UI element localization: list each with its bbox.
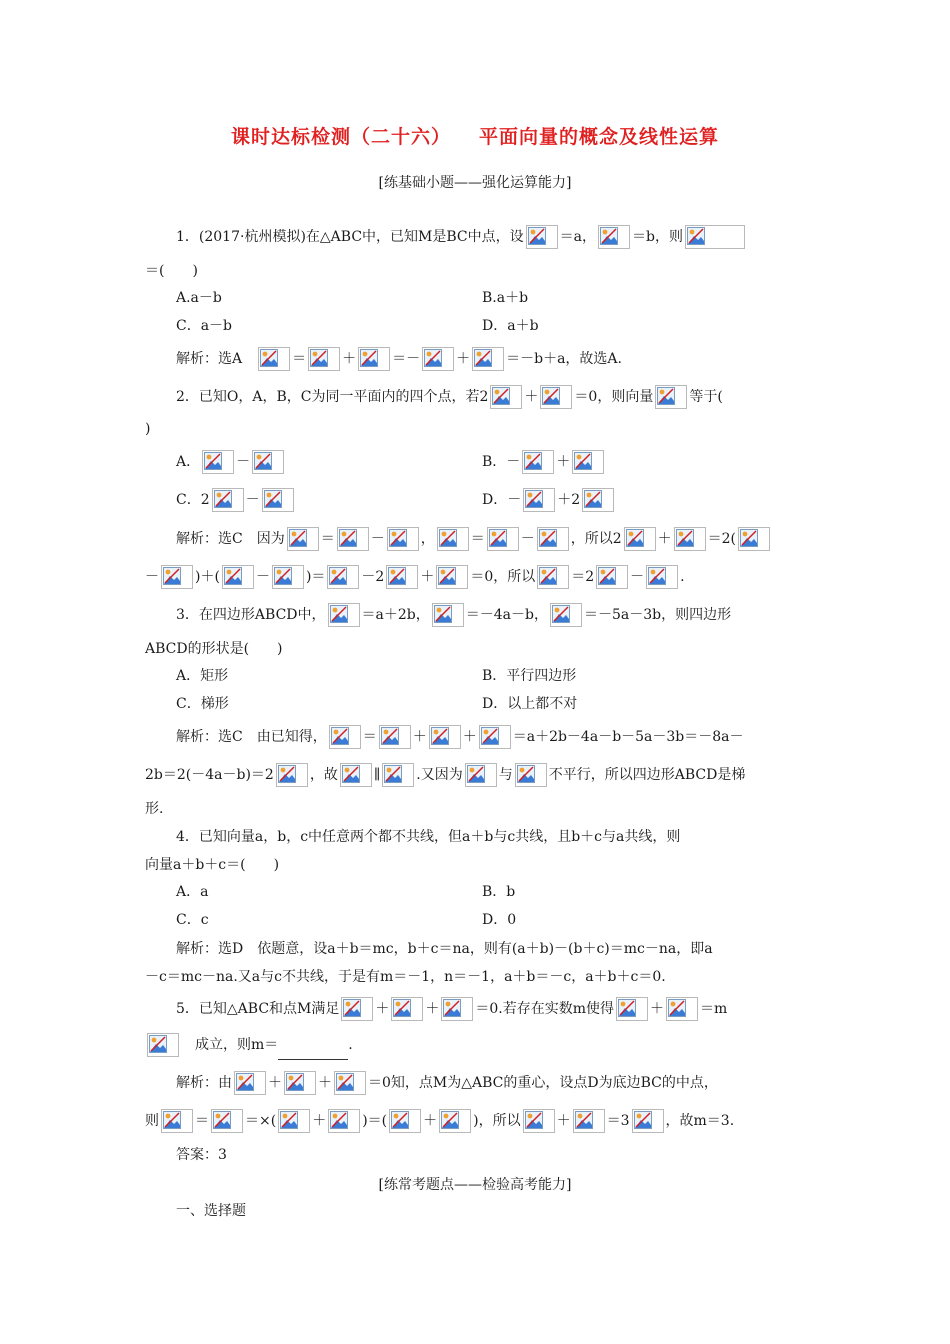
q1-option-d: D．a＋b <box>482 318 539 334</box>
vector-image-icon <box>327 565 359 589</box>
vector-image-icon <box>329 725 361 749</box>
q2-solution: 解析：选C 因为 ＝ － ， ＝ － ，所以2 ＋ ＝2( <box>176 524 846 554</box>
q3-option-d: D．以上都不对 <box>482 696 578 712</box>
vector-image-icon <box>386 565 418 589</box>
vector-image-icon <box>738 527 770 551</box>
vector-image-icon <box>429 725 461 749</box>
vector-image-icon <box>391 997 423 1021</box>
q4-solution: 解析：选D 依题意，设a＋b＝mc，b＋c＝na，则有(a＋b)－(b＋c)＝mc－na，即a <box>176 941 713 957</box>
vector-image-icon <box>685 225 745 249</box>
vector-image-icon <box>540 385 572 409</box>
q5-solution: 解析：由 ＋ ＋ ＝0知，点M为△ABC的重心，设点D为底边BC的中点， <box>176 1068 846 1098</box>
vector-image-icon <box>234 1071 266 1095</box>
q4-option-d: D．0 <box>482 912 517 928</box>
vector-image-icon <box>337 527 369 551</box>
section-heading-basic: [练基础小题——强化运算能力] <box>378 175 572 191</box>
vector-image-icon <box>379 725 411 749</box>
q2-option-c: C．2 － <box>176 486 296 514</box>
vector-image-icon <box>472 347 504 371</box>
vector-image-icon <box>646 565 678 589</box>
vector-image-icon <box>515 763 547 787</box>
q1-stem: 1．(2017·杭州模拟)在△ABC中，已知M是BC中点，设 ＝a， ＝b，则 <box>176 222 846 252</box>
title-right: 平面向量的概念及线性运算 <box>479 126 720 148</box>
q2-stem-line2: ) <box>145 421 151 437</box>
vector-image-icon <box>276 763 308 787</box>
q4-option-a: A．a <box>176 884 209 900</box>
vector-image-icon <box>674 527 706 551</box>
q4-option-c: C．c <box>176 912 209 928</box>
vector-image-icon <box>161 1109 193 1133</box>
vector-image-icon <box>432 603 464 627</box>
section-heading-advanced: [练常考题点——检验高考能力] <box>378 1177 572 1193</box>
q3-solution-line2: 2b＝2(－4a－b)＝2 ，故 ∥ .又因为 与 不平行，所以四边形ABCD是梯 <box>145 760 815 790</box>
title-left: 课时达标检测（二十六） <box>230 126 451 148</box>
vector-image-icon <box>382 763 414 787</box>
vector-image-icon <box>262 488 294 512</box>
vector-image-icon <box>437 527 469 551</box>
vector-image-icon <box>537 527 569 551</box>
q1-option-a: A.a－b <box>176 290 222 306</box>
page-title <box>0 122 950 149</box>
vector-image-icon <box>222 565 254 589</box>
vector-image-icon <box>278 1109 310 1133</box>
vector-image-icon <box>550 603 582 627</box>
vector-image-icon <box>624 527 656 551</box>
vector-image-icon <box>598 225 630 249</box>
vector-image-icon <box>211 1109 243 1133</box>
vector-image-icon <box>328 603 360 627</box>
vector-image-icon <box>147 1033 179 1057</box>
q2-stem: 2．已知O，A，B，C为同一平面内的四个点，若2 ＋ ＝0，则向量 等于( <box>176 382 846 412</box>
vector-image-icon <box>465 763 497 787</box>
q2-option-b: B．－ ＋ <box>482 448 606 476</box>
q2-option-d: D．－ ＋2 <box>482 486 616 514</box>
q5-stem-line2: 成立，则m＝ . <box>145 1030 815 1060</box>
vector-image-icon <box>487 527 519 551</box>
vector-image-icon <box>523 1109 555 1133</box>
vector-image-icon <box>479 725 511 749</box>
vector-image-icon <box>522 450 554 474</box>
q1-solution: 解析：选A ＝ ＋ ＝－ ＋ ＝－b＋a，故选A. <box>176 344 846 374</box>
q3-stem-line2: ABCD的形状是( ) <box>145 641 283 657</box>
vector-image-icon <box>161 565 193 589</box>
vector-image-icon <box>340 763 372 787</box>
q4-option-b: B．b <box>482 884 516 900</box>
vector-image-icon <box>252 450 284 474</box>
vector-image-icon <box>526 225 558 249</box>
vector-image-icon <box>490 385 522 409</box>
vector-image-icon <box>441 997 473 1021</box>
q1-option-b: B.a＋b <box>482 290 529 306</box>
vector-image-icon <box>582 488 614 512</box>
q5-stem: 5．已知△ABC和点M满足 ＋ ＋ ＝0.若存在实数m使得 ＋ ＝m <box>176 994 846 1024</box>
q4-solution-line2: －c＝mc－na.又a与c不共线，于是有m＝－1，n＝－1，a＋b＝－c，a＋b＋c＝0. <box>145 969 666 985</box>
vector-image-icon <box>632 1109 664 1133</box>
vector-image-icon <box>287 527 319 551</box>
vector-image-icon <box>439 1109 471 1133</box>
vector-image-icon <box>341 997 373 1021</box>
vector-image-icon <box>596 565 628 589</box>
vector-image-icon <box>523 488 555 512</box>
vector-image-icon <box>389 1109 421 1133</box>
vector-image-icon <box>202 450 234 474</box>
vector-image-icon <box>258 347 290 371</box>
q1-stem-line2: ＝( ) <box>145 263 198 279</box>
vector-image-icon <box>666 997 698 1021</box>
vector-image-icon <box>537 565 569 589</box>
vector-image-icon <box>328 1109 360 1133</box>
q3-solution-line3: 形. <box>145 801 164 817</box>
q3-option-c: C．梯形 <box>176 696 229 712</box>
q4-stem-line2: 向量a＋b＋c＝( ) <box>145 857 280 873</box>
vector-image-icon <box>422 347 454 371</box>
q3-stem: 3．在四边形ABCD中， ＝a＋2b， ＝－4a－b， ＝－5a－3b，则四边形 <box>176 600 846 630</box>
vector-image-icon <box>573 1109 605 1133</box>
answer-blank <box>278 1045 348 1060</box>
q5-answer: 答案：3 <box>176 1147 227 1163</box>
q3-option-b: B．平行四边形 <box>482 668 577 684</box>
q1-option-c: C．a－b <box>176 318 233 334</box>
vector-image-icon <box>308 347 340 371</box>
q3-solution: 解析：选C 由已知得， ＝ ＋ ＋ ＝a＋2b－4a－b－5a－3b＝－8a－ <box>176 722 846 752</box>
part-heading: 一、选择题 <box>176 1203 246 1219</box>
vector-image-icon <box>655 385 687 409</box>
vector-image-icon <box>334 1071 366 1095</box>
vector-image-icon <box>272 565 304 589</box>
q3-option-a: A．矩形 <box>176 668 229 684</box>
q2-solution-line2: － )＋( － )＝ －2 ＋ ＝0，所以 ＝2 － . <box>145 562 815 592</box>
vector-image-icon <box>387 527 419 551</box>
vector-image-icon <box>212 488 244 512</box>
q4-stem: 4．已知向量a，b，c中任意两个都不共线，但a＋b与c共线，且b＋c与a共线，则 <box>176 829 681 845</box>
q2-option-a: A． － <box>176 448 286 476</box>
vector-image-icon <box>436 565 468 589</box>
vector-image-icon <box>572 450 604 474</box>
vector-image-icon <box>284 1071 316 1095</box>
vector-image-icon <box>616 997 648 1021</box>
vector-image-icon <box>358 347 390 371</box>
q5-solution-line2: 则 ＝ ＝×( ＋ )＝( ＋ )，所以 ＋ ＝3 ，故m＝3. <box>145 1106 815 1136</box>
